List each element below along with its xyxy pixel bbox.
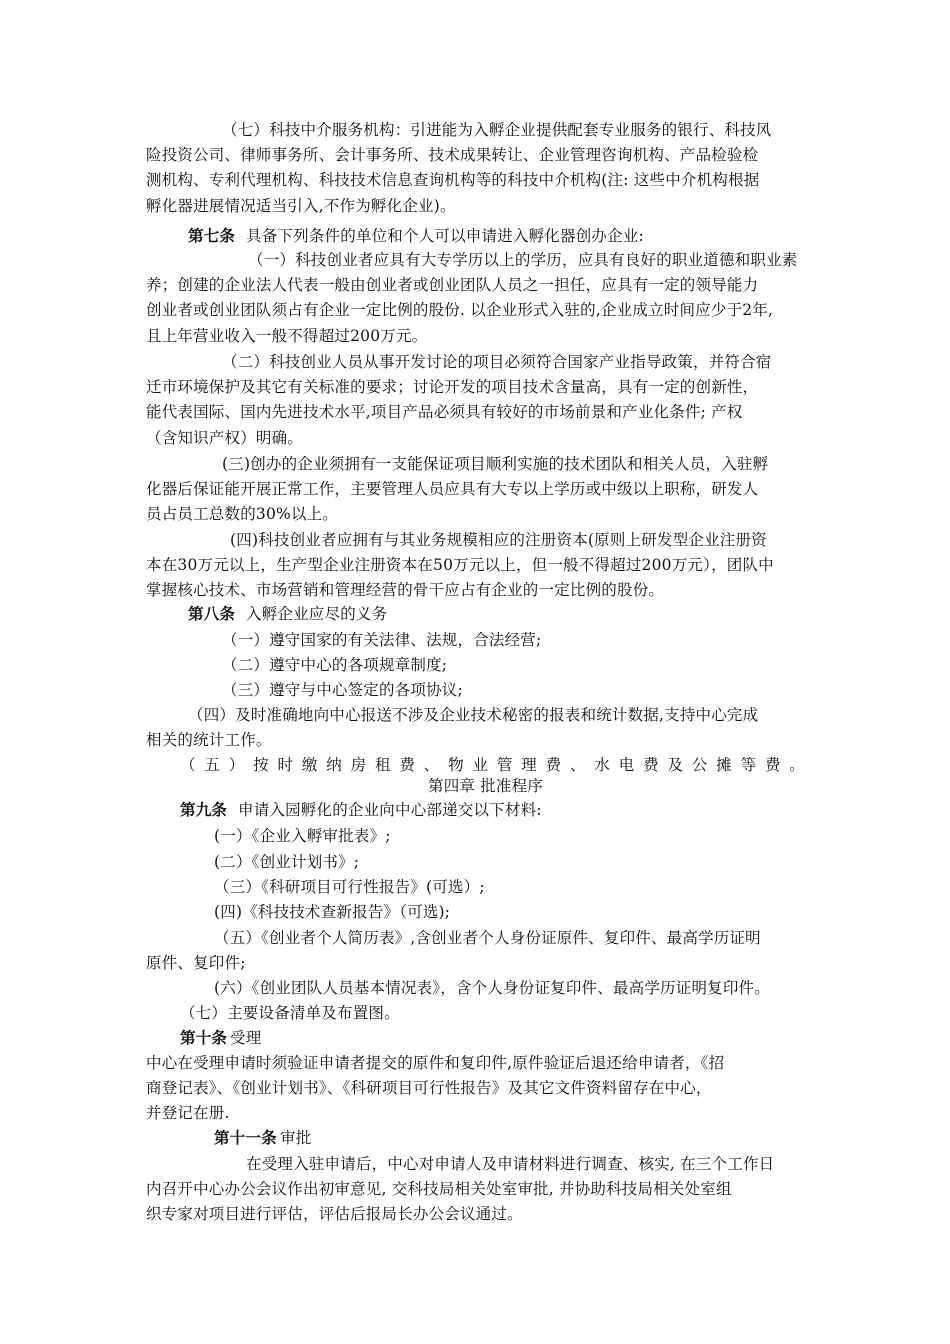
text-line: 本在30万元以上，生产型企业注册资本在50万元以上，但一般不得超过200万元），团队中 xyxy=(146,556,774,574)
article-heading: 第十条 xyxy=(180,1028,228,1047)
text-line: 申请入园孵化的企业向中心部递交以下材料: xyxy=(238,801,542,819)
list-item: （七）主要设备清单及布置图。 xyxy=(180,1004,400,1022)
text-line: （七）科技中介服务机构：引进能为入孵企业提供配套专业服务的银行、科技风 xyxy=(222,121,772,139)
text-line: 相关的统计工作。 xyxy=(146,731,272,749)
text-line: （三）遵守与中心签定的各项协议; xyxy=(222,681,463,699)
list-item: (四)《科技技术查新报告》（可选); xyxy=(214,903,451,921)
text-line: 养；创建的企业法人代表一般由创业者或创业团队人员之一担任，应具有一定的领导能力 xyxy=(146,276,759,294)
text-line: 测机构、专利代理机构、科技技术信息查询机构等的科技中介机构(注: 这些中介机构根据 xyxy=(146,171,760,189)
text-line: 迁市环境保护及其它有关标准的要求；讨论开发的项目技术含量高，具有一定的创新性， xyxy=(146,378,759,396)
text-line: 原件、复印件; xyxy=(146,954,246,972)
text-line: （四）及时准确地向中心报送不涉及企业技术秘密的报表和统计数据,支持中心完成 xyxy=(188,706,759,724)
text-line-spaced: （五）按时缴纳房租费、物业管理费、水电费及公摊等费。 xyxy=(180,756,805,774)
article-heading: 第七条 xyxy=(188,226,236,245)
list-item: (一）《企业入孵审批表》; xyxy=(214,827,391,845)
text-line: (三)创办的企业须拥有一支能保证项目顺利实施的技术团队和相关人员，入驻孵 xyxy=(222,455,769,473)
text-line: （一）科技创业者应具有大专学历以上的学历，应具有良好的职业道德和职业素 xyxy=(248,251,798,269)
text-line: 创业者或创业团队须占有企业一定比例的股份. 以企业形式入驻的,企业成立时间应少于2年, xyxy=(146,301,774,319)
text-line: 险投资公司、律师事务所、会计事务所、技术成果转让、企业管理咨询机构、产品检验检 xyxy=(146,146,759,164)
chapter-heading: 第四章 批准程序 xyxy=(428,777,544,795)
text-line: 化器后保证能开展正常工作，主要管理人员应具有大专以上学历或中级以上职称，研发人 xyxy=(146,480,759,498)
article-heading: 第十一条 xyxy=(214,1128,277,1147)
text-line: 在受理入驻申请后，中心对申请人及申请材料进行调查、核实, 在三个工作日 xyxy=(246,1155,775,1173)
article-heading: 第九条 xyxy=(180,800,228,819)
text-line: 内召开中心办公会议作出初审意见, 交科技局相关处室审批, 并协助科技局相关处室组 xyxy=(146,1180,732,1198)
text-line: (四)科技创业者应拥有与其业务规模相应的注册资本(原则上研发型企业注册资 xyxy=(230,531,767,549)
text-line: 孵化器进展情况适当引入,不作为孵化企业)。 xyxy=(146,197,456,215)
text-line: 掌握核心技术、市场营销和管理经营的骨干应占有企业的一定比例的股份。 xyxy=(146,581,665,599)
list-item: (二）《创业计划书》; xyxy=(214,853,360,871)
text-line: 能代表国际、国内先进技术水平,项目产品必须具有较好的市场前景和产业化条件; 产权 xyxy=(146,403,743,421)
text-line: （含知识产权）明确。 xyxy=(146,429,304,447)
text-line: （一）遵守国家的有关法律、法规，合法经营; xyxy=(222,631,542,649)
list-item: （三）《科研项目可行性报告》(可选）; xyxy=(214,878,485,896)
text-line: 入孵企业应尽的义务 xyxy=(246,605,388,623)
text-line: 受理 xyxy=(230,1029,262,1047)
text-line: 员占员工总数的30%以上。 xyxy=(146,505,339,523)
list-item: (六）《创业团队人员基本情况表》，含个人身份证复印件、最高学历证明复印件。 xyxy=(214,979,770,997)
list-item: （五）《创业者个人简历表》,含创业者个人身份证原件、复印件、最高学历证明 xyxy=(214,929,761,947)
text-line: 并登记在册. xyxy=(146,1104,230,1122)
text-line: （二）遵守中心的各项规章制度; xyxy=(222,656,448,674)
text-line: （二）科技创业人员从事开发讨论的项目必须符合国家产业指导政策，并符合宿 xyxy=(222,353,772,371)
text-line: 且上年营业收入一般不得超过200万元。 xyxy=(146,327,428,345)
text-line: 中心在受理申请时须验证申请者提交的原件和复印件,原件验证后退还给申请者，《招 xyxy=(146,1054,725,1072)
text-line: 具备下列条件的单位和个人可以申请进入孵化器创办企业: xyxy=(246,227,644,245)
text-line: 审批 xyxy=(280,1129,312,1147)
article-heading: 第八条 xyxy=(188,604,236,623)
text-line: 商登记表》、《创业计划书》、《科研项目可行性报告》及其它文件资料留存在中心， xyxy=(146,1079,712,1097)
text-line: 织专家对项目进行评估，评估后报局长办公会议通过。 xyxy=(146,1205,523,1223)
